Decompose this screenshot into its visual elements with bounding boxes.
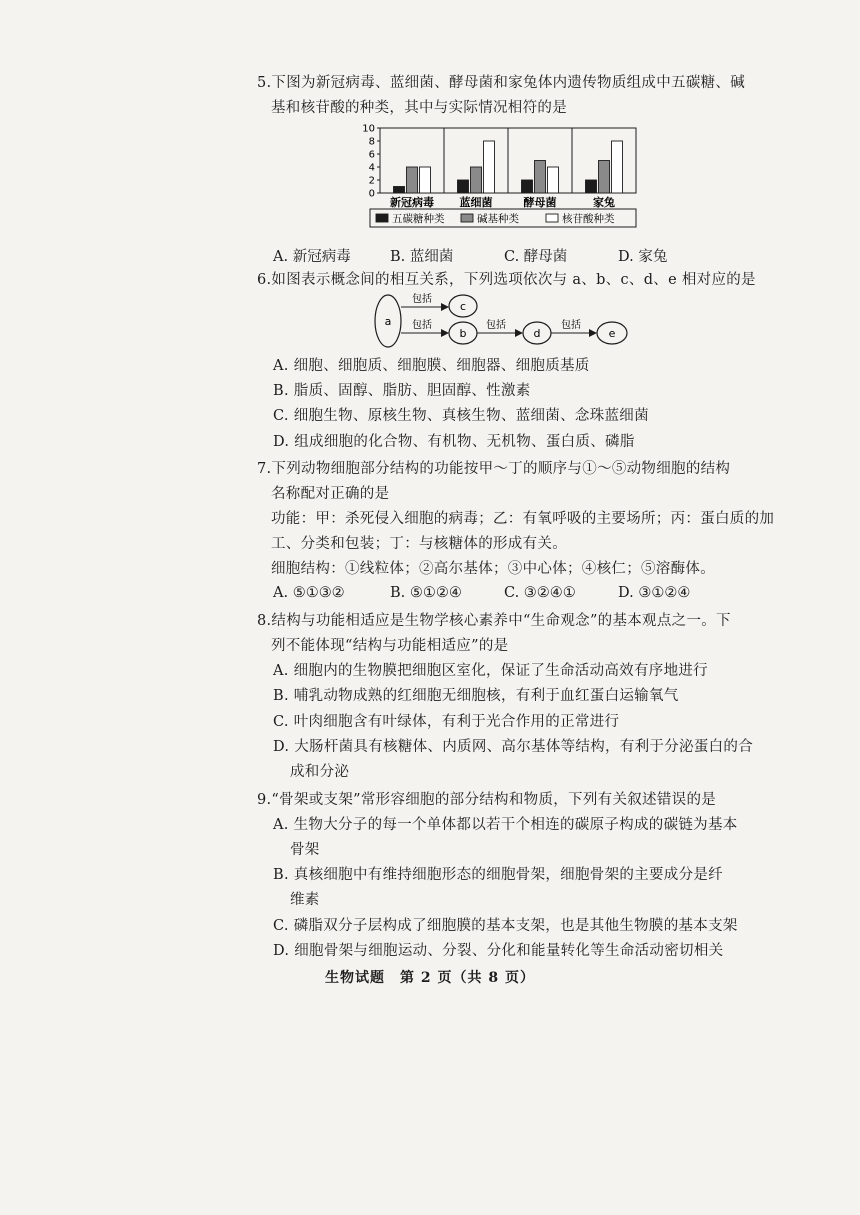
arrow-d-e-label: 包括: [561, 320, 581, 331]
q7-option-d[interactable]: D. ③①②④: [618, 585, 691, 601]
q5-stem-line-2: 基和核苷酸的种类，其中与实际情况相符的是: [271, 100, 567, 116]
q5-stem-line-1: 5.下图为新冠病毒、蓝细菌、酵母菌和家兔体内遗传物质组成中五碳糖、碱: [257, 75, 746, 91]
q9-option-b[interactable]: B. 真核细胞中有维持细胞形态的细胞骨架，细胞骨架的主要成分是纤: [273, 867, 723, 883]
q8-stem-line-2: 列不能体现“结构与功能相适应”的是: [271, 638, 509, 654]
q7-structure-line: 细胞结构：①线粒体；②高尔基体；③中心体；④核仁；⑤溶酶体。: [271, 561, 715, 577]
q8-stem-line-1: 8.结构与功能相适应是生物学核心素养中“生命观念”的基本观点之一。下: [257, 613, 731, 629]
bar-1-2: [535, 161, 546, 194]
y-tick-label: 2: [368, 175, 375, 187]
y-tick-label: 6: [368, 149, 375, 161]
q5-option-c[interactable]: C. 酵母菌: [504, 249, 568, 265]
bar-1-1: [471, 167, 482, 193]
q9-option-b-cont: 维素: [290, 892, 320, 908]
y-tick-label: 0: [368, 188, 375, 200]
legend-label-1: 碱基种类: [477, 213, 519, 225]
q6-stem: 6.如图表示概念间的相互关系，下列选项依次与 a、b、c、d、e 相对应的是: [257, 272, 756, 288]
legend-label-0: 五碳糖种类: [392, 213, 445, 225]
chart-legend: [370, 209, 636, 227]
q8-option-c[interactable]: C. 叶肉细胞含有叶绿体，有利于光合作用的正常进行: [273, 714, 620, 730]
q9-option-c[interactable]: C. 磷脂双分子层构成了细胞膜的基本支架，也是其他生物膜的基本支架: [273, 918, 738, 934]
q7-function-line-1: 功能：甲：杀死侵入细胞的病毒；乙：有氧呼吸的主要场所；丙：蛋白质的加: [271, 511, 775, 527]
q7-function-line-2: 工、分类和包装；丁：与核糖体的形成有关。: [271, 536, 567, 552]
q8-option-d-cont: 成和分泌: [290, 764, 350, 780]
bar-1-3: [599, 161, 610, 194]
q7-stem-line-1: 7.下列动物细胞部分结构的功能按甲～丁的顺序与①～⑤动物细胞的结构: [257, 461, 731, 477]
bar-2-1: [484, 141, 495, 193]
q6-concept-diagram: [368, 288, 638, 360]
arrow-b-d-label: 包括: [486, 320, 506, 331]
bar-2-0: [420, 167, 431, 193]
q7-stem-line-2: 名称配对正确的是: [271, 486, 390, 502]
q5-option-d[interactable]: D. 家兔: [618, 249, 668, 265]
page-footer: 生物试题 第 2 页（共 8 页）: [325, 970, 535, 986]
q7-option-c[interactable]: C. ③②④①: [504, 585, 576, 601]
q5-bar-chart: [360, 118, 640, 236]
q6-option-d[interactable]: D. 组成细胞的化合物、有机物、无机物、蛋白质、磷脂: [273, 434, 635, 450]
node-a-label: a: [384, 315, 392, 328]
category-label: 新冠病毒: [390, 196, 434, 209]
y-tick-label: 4: [368, 162, 375, 174]
q9-option-a[interactable]: A. 生物大分子的每一个单体都以若干个相连的碳原子构成的碳链为基本: [273, 817, 738, 833]
node-c-label: c: [459, 300, 467, 313]
legend-swatch-2: [546, 214, 558, 222]
q9-stem: 9.“骨架或支架”常形容细胞的部分结构和物质，下列有关叙述错误的是: [257, 792, 717, 808]
q6-option-a[interactable]: A. 细胞、细胞质、细胞膜、细胞器、细胞质基质: [273, 358, 590, 374]
node-e-label: e: [608, 327, 616, 340]
bar-0-2: [522, 180, 533, 193]
q5-option-b[interactable]: B. 蓝细菌: [390, 249, 454, 265]
bar-1-0: [407, 167, 418, 193]
q6-option-c[interactable]: C. 细胞生物、原核生物、真核生物、蓝细菌、念珠蓝细菌: [273, 408, 649, 424]
bar-0-0: [394, 187, 405, 194]
y-tick-label: 8: [368, 136, 375, 148]
q8-option-b[interactable]: B. 哺乳动物成熟的红细胞无细胞核，有利于血红蛋白运输氧气: [273, 688, 679, 704]
q9-option-a-cont: 骨架: [290, 842, 320, 858]
legend-swatch-1: [461, 214, 473, 222]
q7-options: [273, 585, 733, 605]
bar-2-2: [548, 167, 559, 193]
category-label: 蓝细菌: [459, 196, 493, 209]
q5-option-a[interactable]: A. 新冠病毒: [273, 249, 351, 265]
legend-swatch-0: [376, 214, 388, 222]
q5-options: [273, 245, 733, 265]
bar-0-1: [458, 180, 469, 193]
q8-option-d[interactable]: D. 大肠杆菌具有核糖体、内质网、高尔基体等结构，有利于分泌蛋白的合: [273, 739, 754, 755]
category-label: 家兔: [593, 196, 615, 209]
q8-option-a[interactable]: A. 细胞内的生物膜把细胞区室化，保证了生命活动高效有序地进行: [273, 663, 708, 679]
y-tick-label: 10: [362, 123, 375, 135]
node-b-label: b: [459, 327, 467, 340]
category-label: 酵母菌: [523, 196, 557, 209]
arrow-a-b-label: 包括: [412, 320, 432, 331]
legend-label-2: 核苷酸种类: [562, 213, 615, 225]
arrow-a-c-label: 包括: [412, 294, 432, 305]
q9-option-d[interactable]: D. 细胞骨架与细胞运动、分裂、分化和能量转化等生命活动密切相关: [273, 943, 724, 959]
bar-2-3: [612, 141, 623, 193]
q6-option-b[interactable]: B. 脂质、固醇、脂肪、胆固醇、性激素: [273, 383, 531, 399]
q7-option-b[interactable]: B. ⑤①②④: [390, 585, 462, 601]
q7-option-a[interactable]: A. ⑤①③②: [273, 585, 345, 601]
bar-0-3: [586, 180, 597, 193]
node-d-label: d: [533, 327, 541, 340]
